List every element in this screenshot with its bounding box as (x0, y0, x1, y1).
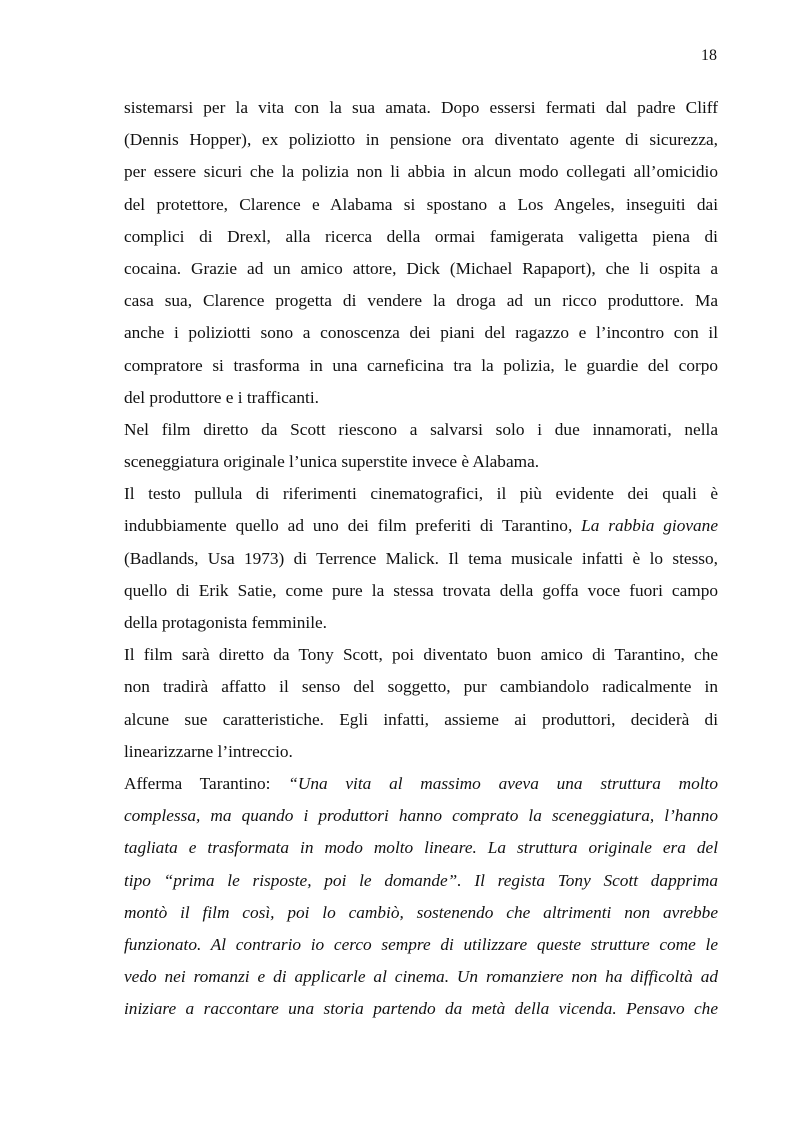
text-line: non tradirà affatto il senso del soggetto, pur cambiandolo radicalmente in (124, 677, 718, 697)
film-title: La rabbia giovane (581, 516, 718, 536)
body-text (124, 92, 718, 1025)
paragraph-direction (124, 639, 718, 768)
quote-text: “Una vita al massimo aveva una struttura molto (288, 773, 718, 793)
text-line: alcune sue caratteristiche. Egli infatti, assieme ai produttori, deciderà di (124, 709, 718, 729)
text-line: anche i poliziotti sono a conoscenza dei piani del ragazzo e l’incontro con il (124, 323, 718, 343)
text-line: sceneggiatura originale l’unica superstite invece è Alabama. (124, 452, 540, 472)
quote-line: tipo “prima le risposte, poi le domande”. Il regista Tony Scott dapprima (124, 870, 718, 890)
text-line: della protagonista femminile. (124, 613, 327, 632)
quote-intro: Afferma Tarantino: (124, 773, 289, 793)
quote-line: funzionato. Al contrario io cerco sempre di utilizzare queste strutture come le (124, 934, 718, 954)
quote-line: iniziare a raccontare una storia partendo da metà della vicenda. Pensavo che (124, 999, 718, 1019)
text-line: Nel film diretto da Scott riescono a salvarsi solo i due innamorati, nella (124, 419, 718, 439)
paragraph-plot-summary (124, 92, 718, 414)
text-line: sistemarsi per la vita con la sua amata. Dopo essersi fermati dal padre Cliff (124, 98, 718, 117)
text-line: per essere sicuri che la polizia non li abbia in alcun modo collegati all’omicidio (124, 162, 718, 182)
text-line: (Dennis Hopper), ex poliziotto in pensione ora diventato agente di sicurezza, (124, 130, 718, 150)
text-segment: indubbiamente quello ad uno dei film preferiti di Tarantino, (124, 516, 582, 536)
text-line: linearizzarne l’intreccio. (124, 741, 293, 761)
text-line: (Badlands, Usa 1973) di Terrence Malick. Il tema musicale infatti è lo stesso, (124, 548, 718, 568)
text-line (124, 768, 718, 800)
quote-line: montò il film così, poi lo cambiò, sostenendo che altrimenti non avrebbe (124, 902, 718, 922)
text-line: del protettore, Clarence e Alabama si spostano a Los Angeles, inseguiti dai (124, 194, 718, 214)
text-line: Il film sarà diretto da Tony Scott, poi diventato buon amico di Tarantino, che (124, 645, 718, 665)
text-line: cocaina. Grazie ad un amico attore, Dick (Michael Rapaport), che li ospita a (124, 258, 718, 278)
text-line: Il testo pullula di riferimenti cinematografici, il più evidente dei quali è (124, 484, 718, 504)
quote-line: tagliata e trasformata in modo molto lineare. La struttura originale era del (124, 838, 718, 858)
quote-line: complessa, ma quando i produttori hanno comprato la sceneggiatura, l’hanno (124, 806, 718, 826)
text-line: complici di Drexl, alla ricerca della ormai famigerata valigetta piena di (124, 226, 718, 246)
page-number: 18 (701, 47, 717, 64)
text-line: quello di Erik Satie, come pure la stessa trovata della goffa voce fuori campo (124, 580, 718, 600)
text-line: del produttore e i trafficanti. (124, 387, 319, 407)
paragraph-references (124, 478, 718, 639)
text-line: compratore si trasforma in una carneficina tra la polizia, le guardie del corpo (124, 355, 718, 375)
text-line (124, 510, 718, 542)
quote-line: vedo nei romanzi e di applicarle al cinema. Un romanziere non ha difficoltà ad (124, 967, 718, 987)
paragraph-ending (124, 414, 718, 478)
paragraph-quote (124, 768, 718, 1026)
text-line: casa sua, Clarence progetta di vendere la droga ad un ricco produttore. Ma (124, 291, 718, 311)
